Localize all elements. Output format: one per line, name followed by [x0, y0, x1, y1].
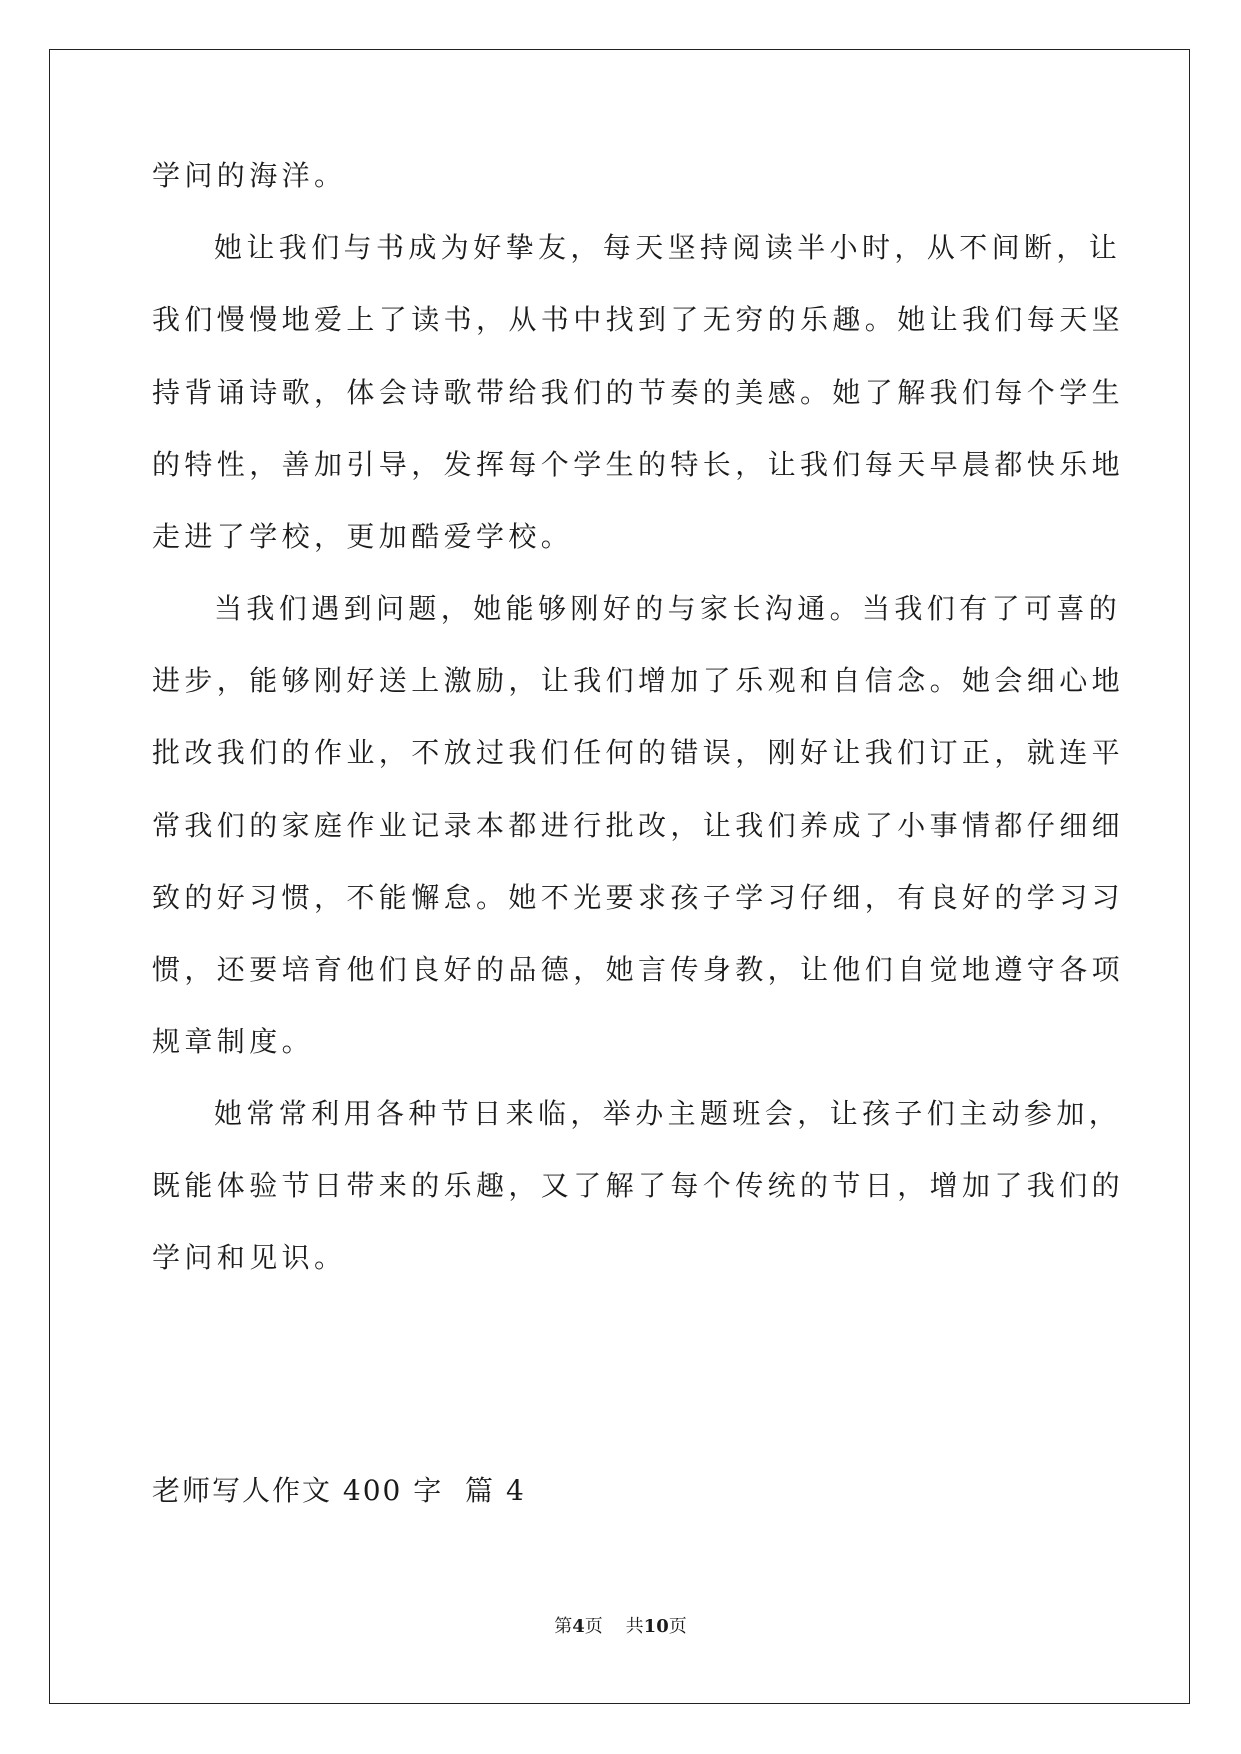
text-line: 我们慢慢地爱上了读书，从书中找到了无穷的乐趣。她让我们每天坚	[152, 303, 1125, 336]
text-line: 当我们遇到问题，她能够刚好的与家长沟通。当我们有了可喜的	[214, 592, 1122, 625]
text-line: 批改我们的作业，不放过我们任何的错误，刚好让我们订正，就连平	[152, 736, 1125, 769]
page-number: 4	[572, 1616, 585, 1637]
text-line: 进步，能够刚好送上激励，让我们增加了乐观和自信念。她会细心地	[152, 664, 1125, 697]
text-line: 的特性，善加引导，发挥每个学生的特长，让我们每天早晨都快乐地	[152, 448, 1125, 481]
page-border	[49, 49, 1190, 1704]
text-line: 规章制度。	[152, 1025, 315, 1058]
section-heading: 老师写人作文 400 字 篇 4	[152, 1474, 526, 1507]
text-line: 惯，还要培育他们良好的品德，她言传身教，让他们自觉地遵守各项	[152, 953, 1125, 986]
text-line: 学问和见识。	[152, 1241, 347, 1274]
page-suffix: 页	[584, 1616, 603, 1637]
text-line: 既能体验节日带来的乐趣，又了解了每个传统的节日，增加了我们的	[152, 1169, 1125, 1202]
text-line: 走进了学校，更加酷爱学校。	[152, 520, 574, 553]
text-line: 致的好习惯，不能懈怠。她不光要求孩子学习仔细，有良好的学习习	[152, 881, 1125, 914]
text-line: 持背诵诗歌，体会诗歌带给我们的节奏的美感。她了解我们每个学生	[152, 376, 1125, 409]
text-line: 她让我们与书成为好挚友，每天坚持阅读半小时，从不间断，让	[214, 231, 1122, 264]
text-line: 她常常利用各种节日来临，举办主题班会，让孩子们主动参加，	[214, 1097, 1122, 1130]
total-pages: 10	[643, 1616, 669, 1637]
text-line: 学问的海洋。	[152, 159, 347, 192]
total-suffix: 页	[668, 1616, 687, 1637]
total-prefix: 共	[625, 1616, 644, 1637]
page-prefix: 第	[554, 1616, 573, 1637]
page-footer	[0, 1615, 1241, 1639]
text-line: 常我们的家庭作业记录本都进行批改，让我们养成了小事情都仔细细	[152, 809, 1125, 842]
